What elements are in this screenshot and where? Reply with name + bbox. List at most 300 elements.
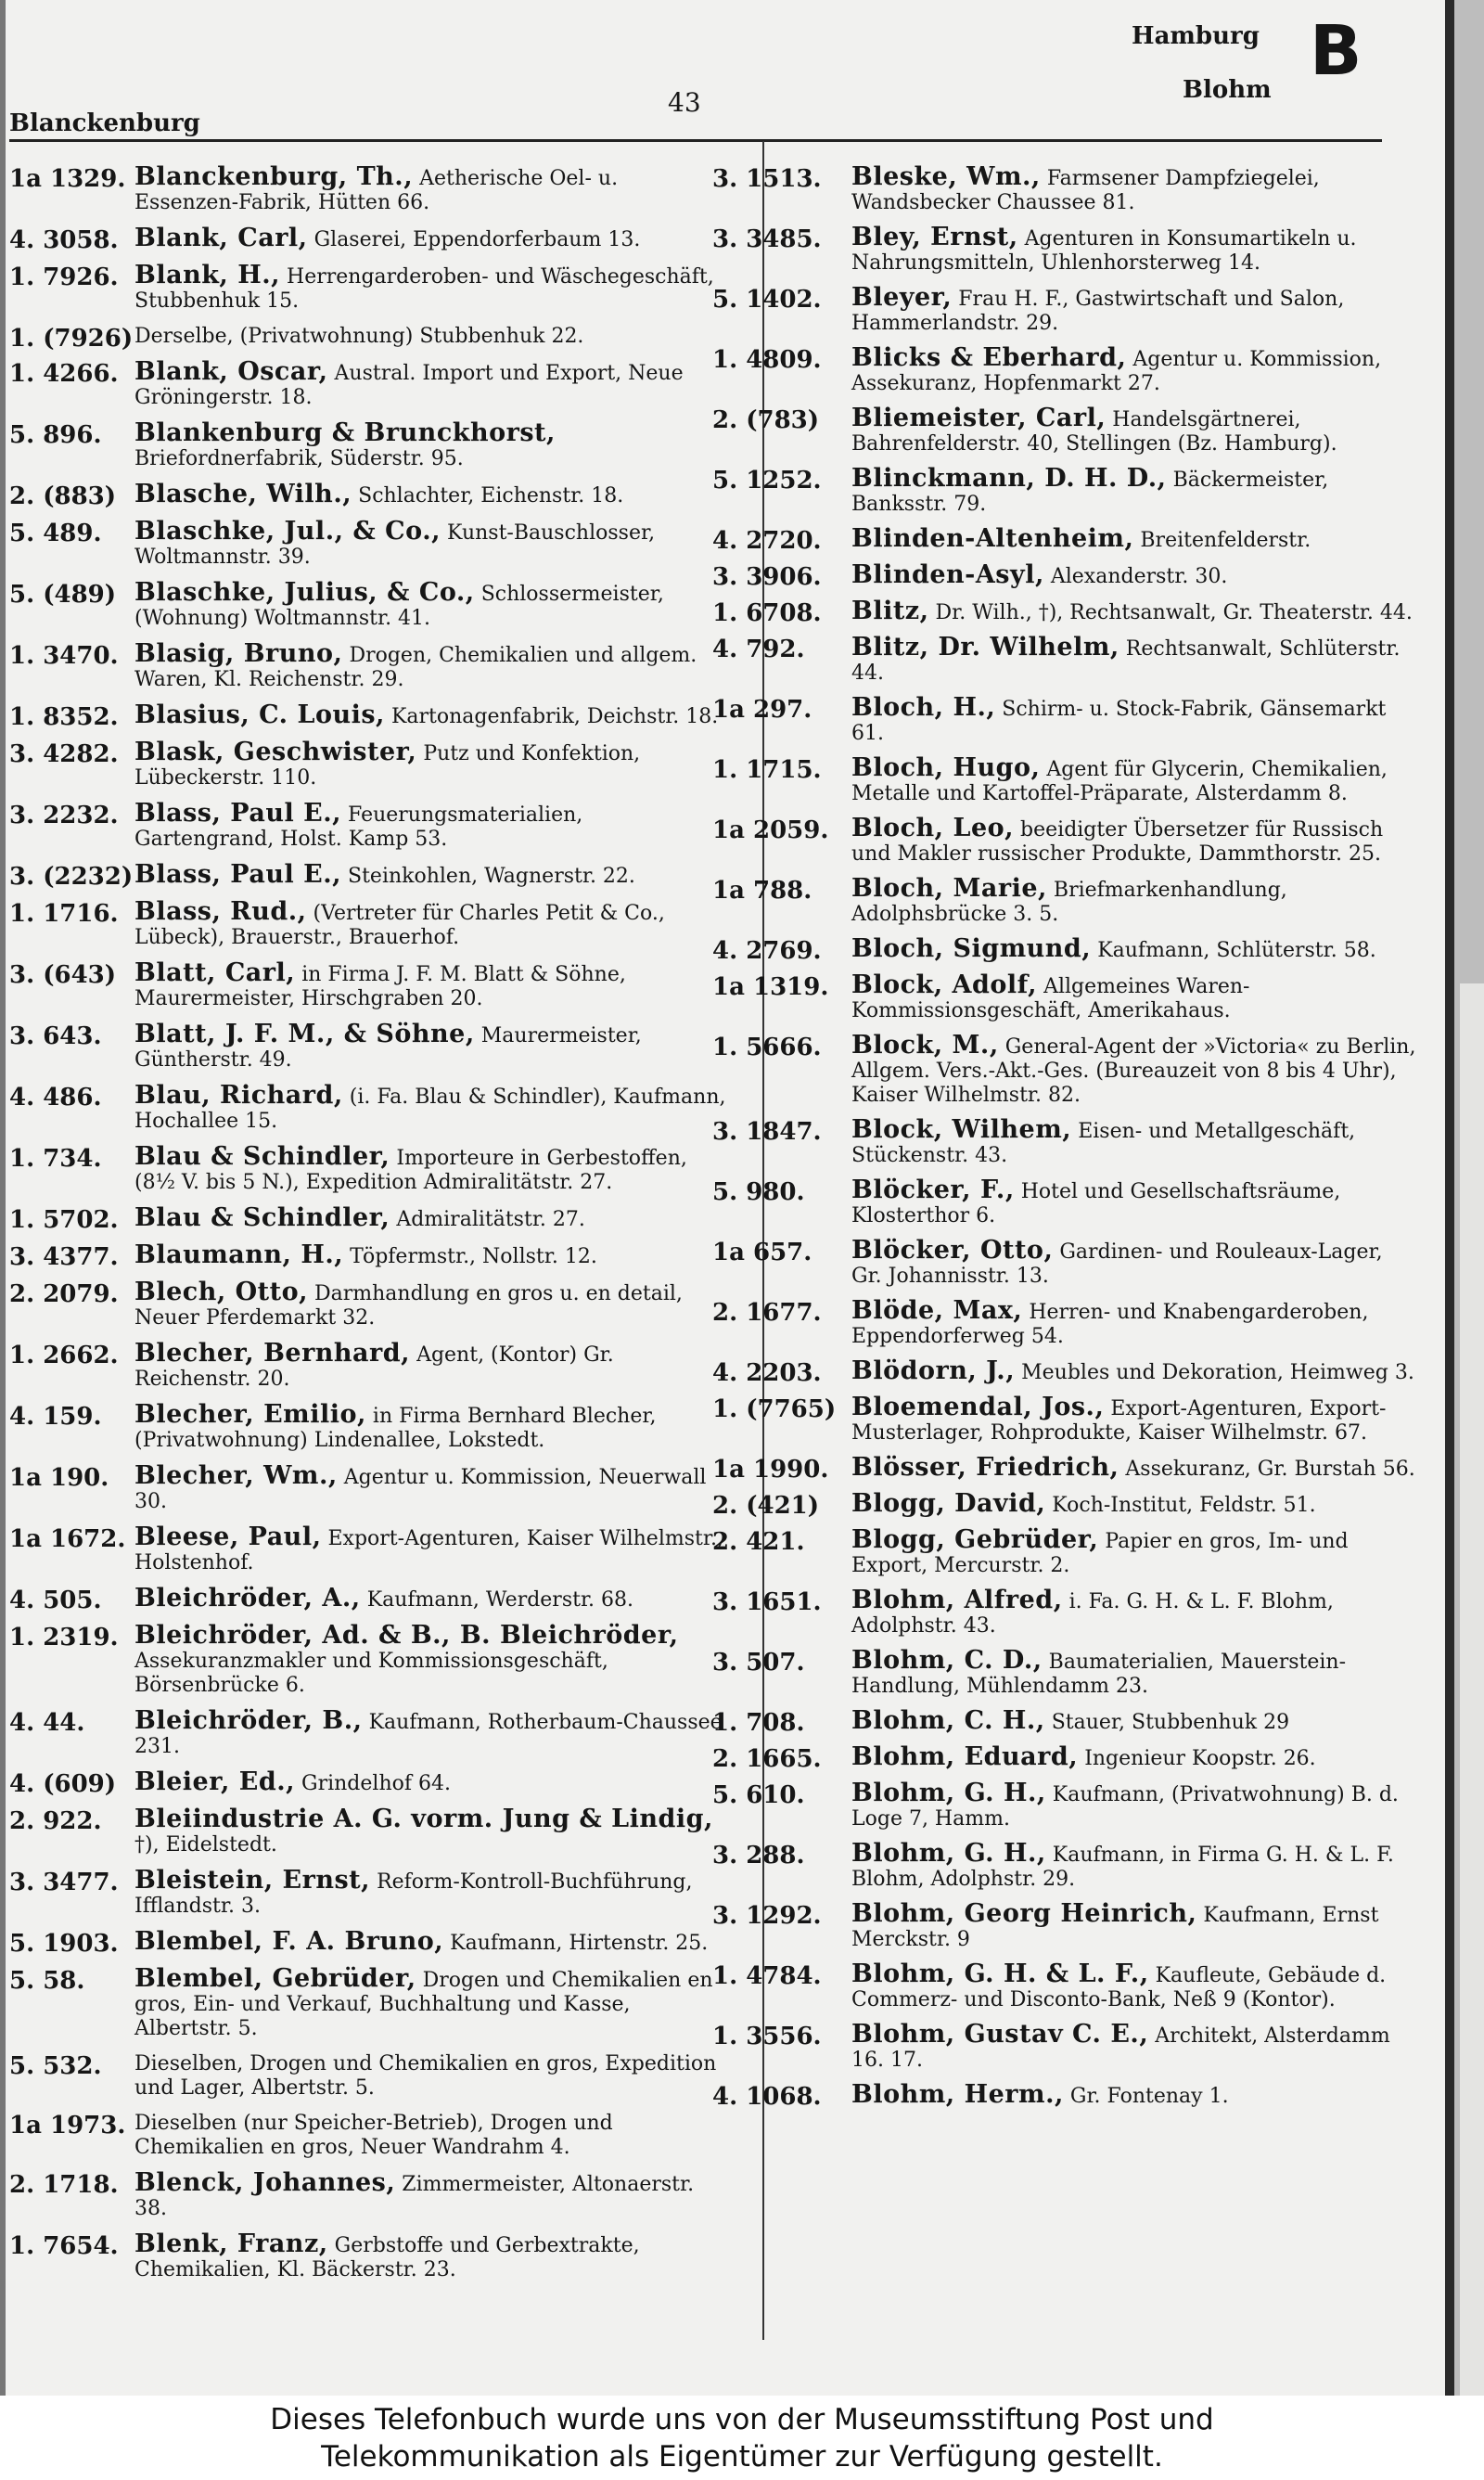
subscriber-details: in Firma J. F. M. Blatt & Söhne, Maurermeister, Hirschgraben 20. bbox=[134, 963, 626, 1010]
directory-entry bbox=[712, 1115, 1426, 1168]
subscriber-details: Kaufmann, Schlüterstr. 58. bbox=[1097, 939, 1376, 962]
subscriber-details: Alexanderstr. 30. bbox=[1050, 565, 1228, 588]
phone-number: 5. (489) bbox=[9, 581, 117, 609]
subscriber-details: Koch-Institut, Feldstr. 51. bbox=[1052, 1494, 1316, 1517]
phone-number: 5. 980. bbox=[712, 1178, 805, 1206]
subscriber-name: Blödorn, J., bbox=[851, 1356, 1016, 1385]
directory-entry bbox=[9, 325, 747, 353]
subscriber-name: Blohm, G. H., bbox=[851, 1839, 1046, 1868]
subscriber-name: Blogg, Gebrüder, bbox=[851, 1525, 1099, 1554]
phone-number: 1. 4266. bbox=[9, 360, 119, 388]
phone-number: 2. 922. bbox=[9, 1807, 102, 1835]
phone-number: 3. 1513. bbox=[712, 165, 822, 193]
phone-number: 5. 610. bbox=[712, 1781, 805, 1809]
running-head-left: Blanckenburg bbox=[9, 109, 200, 137]
subscriber-details: Dieselben (nur Speicher-Betrieb), Drogen und Chemikalien en gros, Neuer Wandrahm 4. bbox=[134, 2112, 613, 2159]
subscriber-name: Bloch, Marie, bbox=[851, 874, 1047, 903]
subscriber-details: Export-Agenturen, Kaiser Wilhelmstr., Holstenhof. bbox=[134, 1527, 723, 1574]
subscriber-name: Blöcker, Otto, bbox=[851, 1236, 1054, 1265]
phone-number: 5. 1402. bbox=[712, 286, 822, 314]
directory-entry bbox=[9, 1621, 747, 1698]
phone-number: 4. 44. bbox=[9, 1709, 85, 1737]
phone-number: 3. (643) bbox=[9, 961, 117, 989]
page-edge bbox=[0, 0, 6, 2396]
directory-entry bbox=[9, 2168, 747, 2221]
subscriber-name: Blanckenburg, Th., bbox=[134, 162, 414, 191]
subscriber-name: Blank, H., bbox=[134, 261, 281, 289]
subscriber-details: Schlachter, Eichenstr. 18. bbox=[358, 484, 624, 508]
subscriber-name: Bleichröder, B., bbox=[134, 1706, 363, 1735]
phone-number: 3. 643. bbox=[9, 1022, 102, 1050]
subscriber-details: Grindelhof 64. bbox=[301, 1772, 451, 1795]
directory-entry bbox=[9, 1240, 747, 1271]
directory-entry bbox=[9, 2112, 747, 2160]
directory-entry bbox=[712, 1031, 1426, 1108]
subscriber-name: Blaumann, H., bbox=[134, 1240, 344, 1269]
subscriber-details: Dieselben, Drogen und Chemikalien en gros, Expedition und Lager, Albertstr. 5. bbox=[134, 2052, 717, 2100]
subscriber-name: Blass, Paul E., bbox=[134, 799, 342, 828]
phone-number: 3. 3906. bbox=[712, 563, 822, 591]
subscriber-name: Bloch, H., bbox=[851, 693, 996, 722]
phone-number: 4. 486. bbox=[9, 1084, 102, 1112]
subscriber-name: Blohm, Herm., bbox=[851, 2080, 1064, 2109]
subscriber-name: Blatt, Carl, bbox=[134, 958, 296, 987]
directory-entry bbox=[9, 357, 747, 410]
subscriber-details: Handelsgärtnerei, Bahrenfelderstr. 40, Stellingen (Bz. Hamburg). bbox=[851, 408, 1337, 456]
subscriber-name: Blohm, Eduard, bbox=[851, 1742, 1079, 1771]
directory-entry bbox=[9, 226, 747, 252]
directory-entry bbox=[9, 578, 747, 631]
directory-entry bbox=[9, 1339, 747, 1392]
subscriber-details: Meubles und Dekoration, Heimweg 3. bbox=[1021, 1361, 1414, 1384]
phone-number: 3. 1847. bbox=[712, 1118, 822, 1146]
directory-entry bbox=[9, 2052, 747, 2101]
directory-entry bbox=[712, 816, 1426, 867]
directory-entry bbox=[9, 1203, 747, 1234]
subscriber-name: Blohm, C. D., bbox=[851, 1646, 1043, 1675]
section-letter: B bbox=[1310, 11, 1362, 91]
phone-number: 3. 4377. bbox=[9, 1243, 119, 1271]
phone-number: 1. 708. bbox=[712, 1709, 805, 1737]
subscriber-details: Agentur u. Kommission, Neuerwall 30. bbox=[134, 1466, 707, 1513]
phone-number: 2. 1718. bbox=[9, 2171, 119, 2199]
phone-number: 1. 4809. bbox=[712, 346, 822, 374]
subscriber-name: Block, Wilhem, bbox=[851, 1115, 1072, 1144]
directory-entry bbox=[712, 693, 1426, 746]
phone-number: 1. 8352. bbox=[9, 703, 119, 731]
phone-number: 3. 1651. bbox=[712, 1588, 822, 1616]
phone-number: 3. 288. bbox=[712, 1842, 805, 1870]
subscriber-details: Export-Agenturen, Export-Musterlager, Rohprodukte, Kaiser Wilhelmstr. 67. bbox=[851, 1397, 1387, 1445]
directory-entry bbox=[9, 482, 747, 508]
page-number: 43 bbox=[668, 87, 701, 118]
directory-entry bbox=[9, 1081, 747, 1134]
directory-entry bbox=[9, 639, 747, 692]
directory-entry bbox=[9, 1142, 747, 1195]
subscriber-details: Kaufmann, Rotherbaum-Chaussee 231. bbox=[134, 1711, 723, 1758]
directory-entry bbox=[712, 560, 1426, 591]
subscriber-details: General-Agent der »Victoria« zu Berlin, Allgem. Vers.-Akt.-Ges. (Bureauzeit von 8 bis 4 Uhr), Kaiser Wilhelmstr. 82. bbox=[851, 1035, 1416, 1107]
phone-number: 1a 657. bbox=[712, 1239, 812, 1266]
subscriber-details: beeidigter Übersetzer für Russisch und Makler russischer Produkte, Dammthorstr. 25. bbox=[851, 818, 1384, 866]
phone-number: 1a 788. bbox=[712, 877, 812, 905]
phone-number: 1a 297. bbox=[712, 696, 812, 724]
directory-entry bbox=[9, 1767, 747, 1798]
subscriber-details: Briefmarkenhandlung, Adolphsbrücke 3. 5. bbox=[851, 879, 1287, 926]
subscriber-name: Blasche, Wilh., bbox=[134, 480, 352, 508]
directory-entry bbox=[712, 1296, 1426, 1349]
subscriber-details: (Vertreter für Charles Petit & Co., Lübeck), Brauerstr., Brauerhof. bbox=[134, 902, 665, 949]
directory-entry bbox=[712, 2020, 1426, 2073]
directory-entry bbox=[9, 517, 747, 570]
phone-number: 2. 2079. bbox=[9, 1280, 119, 1308]
phone-number: 1. 7654. bbox=[9, 2232, 119, 2260]
phone-number: 1. (7765) bbox=[712, 1395, 837, 1423]
subscriber-name: Bloemendal, Jos., bbox=[851, 1393, 1105, 1421]
directory-entry bbox=[9, 1525, 747, 1575]
subscriber-details: Assekuranz, Gr. Burstah 56. bbox=[1125, 1458, 1415, 1481]
directory-entry bbox=[712, 1742, 1426, 1773]
directory-entry bbox=[712, 1899, 1426, 1952]
subscriber-name: Blinden-Altenheim, bbox=[851, 524, 1134, 553]
subscriber-name: Bleske, Wm., bbox=[851, 162, 1041, 191]
subscriber-details: Töpfermstr., Nollstr. 12. bbox=[350, 1245, 597, 1268]
directory-entry bbox=[9, 1807, 747, 1857]
directory-entry bbox=[712, 753, 1426, 806]
directory-entry bbox=[712, 283, 1426, 336]
phone-number: 2. 421. bbox=[712, 1528, 805, 1556]
subscriber-details: Dr. Wilh., †), Rechtsanwalt, Gr. Theaterstr. 44. bbox=[935, 601, 1413, 624]
subscriber-name: Blohm, G. H., bbox=[851, 1779, 1046, 1807]
directory-entry bbox=[9, 162, 747, 215]
phone-number: 1. 5702. bbox=[9, 1206, 119, 1234]
phone-number: 5. 896. bbox=[9, 421, 102, 449]
subscriber-details: Briefordnerfabrik, Süderstr. 95. bbox=[134, 447, 464, 470]
subscriber-details: Kunst-Bauschlosser, Woltmannstr. 39. bbox=[134, 521, 656, 569]
directory-entry bbox=[9, 1964, 747, 2041]
phone-number: 4. 2720. bbox=[712, 527, 822, 555]
directory-entry bbox=[9, 418, 747, 471]
subscriber-name: Bliemeister, Carl, bbox=[851, 404, 1107, 432]
directory-entry bbox=[9, 1022, 747, 1073]
subscriber-details: Steinkohlen, Wagnerstr. 22. bbox=[348, 865, 635, 888]
subscriber-name: Blohm, Alfred, bbox=[851, 1586, 1063, 1614]
phone-number: 2. (421) bbox=[712, 1492, 820, 1520]
subscriber-name: Bloch, Hugo, bbox=[851, 753, 1041, 782]
subscriber-details: Gerbstoffe und Gerbextrakte, Chemikalien, Kl. Bäckerstr. 23. bbox=[134, 2234, 640, 2281]
subscriber-details: Agent, (Kontor) Gr. Reichenstr. 20. bbox=[134, 1343, 614, 1391]
phone-number: 1. 1715. bbox=[712, 756, 822, 784]
subscriber-details: Austral. Import und Export, Neue Gröningerstr. 18. bbox=[134, 362, 684, 409]
subscriber-details: Gr. Fontenay 1. bbox=[1069, 2085, 1229, 2108]
phone-number: 1. 3556. bbox=[712, 2023, 822, 2050]
phone-number: 1. 5666. bbox=[712, 1034, 822, 1061]
subscriber-name: Blatt, J. F. M., & Söhne, bbox=[134, 1020, 475, 1048]
subscriber-details: Baumaterialien, Mauerstein-Handlung, Mühlendamm 23. bbox=[851, 1651, 1346, 1698]
subscriber-details: Maurermeister, Güntherstr. 49. bbox=[134, 1024, 642, 1072]
left-column bbox=[9, 162, 747, 2294]
directory-entry bbox=[9, 958, 747, 1011]
subscriber-name: Block, Adolf, bbox=[851, 970, 1038, 999]
directory-entry bbox=[712, 1489, 1426, 1520]
subscriber-name: Blenck, Johannes, bbox=[134, 2168, 396, 2197]
subscriber-details: Reform-Kontroll-Buchführung, Ifflandstr. 3. bbox=[134, 1870, 693, 1918]
subscriber-name: Bloch, Sigmund, bbox=[851, 934, 1092, 963]
subscriber-name: Blankenburg & Brunckhorst, bbox=[134, 418, 556, 447]
subscriber-name: Blasius, C. Louis, bbox=[134, 700, 385, 729]
subscriber-details: Putz und Konfektion, Lübeckerstr. 110. bbox=[134, 742, 641, 790]
subscriber-details: Agenturen in Konsumartikeln u. Nahrungsmitteln, Uhlenhorsterweg 14. bbox=[851, 227, 1357, 275]
subscriber-details: Farmsener Dampfziegelei, Wandsbecker Chaussee 81. bbox=[851, 167, 1320, 214]
directory-entry bbox=[9, 860, 747, 891]
phone-number: 5. 1252. bbox=[712, 467, 822, 495]
subscriber-name: Bleese, Paul, bbox=[134, 1523, 322, 1551]
subscriber-details: Zimmermeister, Altonaerstr. 38. bbox=[134, 2173, 695, 2220]
phone-number: 4. 505. bbox=[9, 1587, 102, 1614]
subscriber-details: Schirm- u. Stock-Fabrik, Gänsemarkt 61. bbox=[851, 698, 1387, 745]
subscriber-name: Blohm, Georg Heinrich, bbox=[851, 1899, 1197, 1928]
subscriber-details: Ingenieur Koopstr. 26. bbox=[1084, 1747, 1316, 1770]
phone-number: 1a 1319. bbox=[712, 973, 829, 1001]
phone-number: 3. 1292. bbox=[712, 1902, 822, 1930]
subscriber-details: Importeure in Gerbestoffen, (8½ V. bis 5 N.), Expedition Admiralitätstr. 27. bbox=[134, 1147, 687, 1194]
footer-line-1: Dieses Telefonbuch wurde uns von der Museumsstiftung Post und bbox=[270, 2403, 1214, 2436]
subscriber-name: Blecher, Emilio, bbox=[134, 1400, 366, 1429]
phone-number: 4. 3058. bbox=[9, 226, 119, 254]
directory-entry bbox=[712, 1453, 1426, 1484]
subscriber-details: Kaufleute, Gebäude d. Commerz- und Disconto-Bank, Neß 9 (Kontor). bbox=[851, 1964, 1387, 2011]
directory-entry bbox=[712, 343, 1426, 396]
subscriber-name: Bleyer, bbox=[851, 283, 953, 312]
subscriber-details: Kaufmann, Werderstr. 68. bbox=[366, 1588, 634, 1612]
footer-notice bbox=[0, 2396, 1484, 2480]
subscriber-details: Derselbe, (Privatwohnung) Stubbenhuk 22. bbox=[134, 325, 584, 348]
phone-number: 3. (2232) bbox=[9, 863, 134, 891]
subscriber-name: Bley, Ernst, bbox=[851, 223, 1018, 251]
phone-number: 1a 190. bbox=[9, 1464, 109, 1492]
phone-number: 5. 489. bbox=[9, 520, 102, 547]
phone-number: 1. 4784. bbox=[712, 1962, 822, 1990]
directory-entry bbox=[9, 1461, 747, 1514]
subscriber-name: Blau & Schindler, bbox=[134, 1142, 390, 1171]
subscriber-details: i. Fa. G. H. & L. F. Blohm, Adolphstr. 43. bbox=[851, 1590, 1334, 1638]
subscriber-details: Glaserei, Eppendorferbaum 13. bbox=[313, 228, 641, 251]
running-head-right: Blohm bbox=[1183, 76, 1272, 104]
subscriber-details: Rechtsanwalt, Schlüterstr. 44. bbox=[851, 637, 1401, 685]
phone-number: 1a 1973. bbox=[9, 2112, 126, 2139]
directory-entry bbox=[712, 2080, 1426, 2111]
phone-number: 1a 2059. bbox=[712, 816, 829, 844]
directory-entry bbox=[712, 464, 1426, 517]
phone-number: 4. 2203. bbox=[712, 1359, 822, 1387]
subscriber-name: Blecher, Wm., bbox=[134, 1461, 338, 1490]
directory-entry bbox=[9, 700, 747, 731]
phone-number: 1. 2662. bbox=[9, 1342, 119, 1369]
subscriber-details: Allgemeines Waren-Kommissionsgeschäft, Amerikahaus. bbox=[851, 975, 1250, 1022]
directory-entry bbox=[712, 1781, 1426, 1831]
subscriber-details: Kaufmann, (Privatwohnung) B. d. Loge 7, Hamm. bbox=[851, 1783, 1399, 1831]
subscriber-name: Blitz, Dr. Wilhelm, bbox=[851, 633, 1119, 662]
subscriber-name: Blau, Richard, bbox=[134, 1081, 343, 1110]
directory-entry bbox=[712, 1178, 1426, 1228]
subscriber-details: Admiralitätstr. 27. bbox=[396, 1208, 585, 1231]
directory-entry bbox=[712, 225, 1426, 276]
subscriber-details: Kartonagenfabrik, Deichstr. 18. bbox=[390, 705, 719, 728]
subscriber-name: Blitz, bbox=[851, 597, 929, 625]
subscriber-details: Gardinen- und Rouleaux-Lager, Gr. Johannisstr. 13. bbox=[851, 1240, 1383, 1288]
subscriber-details: Frau H. F., Gastwirtschaft und Salon, Hammerlandstr. 29. bbox=[851, 288, 1345, 335]
subscriber-details: Hotel und Gesellschaftsräume, Klosterthor 6. bbox=[851, 1180, 1341, 1227]
subscriber-details: Architekt, Alsterdamm 16. 17. bbox=[851, 2024, 1390, 2072]
directory-entry bbox=[712, 970, 1426, 1023]
phone-number: 1. 3470. bbox=[9, 642, 119, 670]
subscriber-name: Block, M., bbox=[851, 1031, 999, 1060]
subscriber-details: Herren- und Knabengarderoben, Eppendorferweg 54. bbox=[851, 1301, 1369, 1348]
subscriber-details: Feuerungsmaterialien, Gartengrand, Holst. Kamp 53. bbox=[134, 803, 583, 851]
directory-entry bbox=[9, 263, 747, 314]
subscriber-name: Blass, Rud., bbox=[134, 897, 307, 926]
subscriber-details: †), Eidelstedt. bbox=[134, 1833, 277, 1857]
directory-entry bbox=[712, 1525, 1426, 1578]
subscriber-name: Blohm, G. H. & L. F., bbox=[851, 1960, 1149, 1988]
directory-entry bbox=[712, 599, 1426, 625]
header-rule bbox=[9, 139, 1382, 142]
subscriber-name: Blecher, Bernhard, bbox=[134, 1339, 411, 1368]
subscriber-details: Agentur u. Kommission, Assekuranz, Hopfenmarkt 27. bbox=[851, 348, 1382, 395]
subscriber-name: Blösser, Friedrich, bbox=[851, 1453, 1119, 1482]
subscriber-name: Blinckmann, D. H. D., bbox=[851, 464, 1167, 493]
subscriber-details: Aetherische Oel- u. Essenzen-Fabrik, Hütten 66. bbox=[134, 167, 619, 214]
phone-number: 3. 4282. bbox=[9, 740, 119, 768]
subscriber-details: Bäckermeister, Banksstr. 79. bbox=[851, 469, 1329, 516]
subscriber-details: Agent für Glycerin, Chemikalien, Metalle und Kartoffel-Präparate, Alsterdamm 8. bbox=[851, 758, 1388, 805]
directory-entry bbox=[712, 1588, 1426, 1638]
directory-entry bbox=[9, 1706, 747, 1759]
directory-entry bbox=[712, 524, 1426, 555]
subscriber-details: Darmhandlung en gros u. en detail, Neuer Pferdemarkt 32. bbox=[134, 1282, 683, 1330]
phone-number: 1a 1329. bbox=[9, 165, 126, 193]
footer-line-2: Telekommunikation als Eigentümer zur Verfügung gestellt. bbox=[321, 2440, 1163, 2474]
subscriber-name: Bleier, Ed., bbox=[134, 1767, 296, 1796]
directory-entry bbox=[9, 2229, 747, 2282]
subscriber-details: Kaufmann, Hirtenstr. 25. bbox=[450, 1932, 709, 1955]
subscriber-name: Blass, Paul E., bbox=[134, 860, 342, 889]
subscriber-name: Blohm, C. H., bbox=[851, 1706, 1045, 1735]
subscriber-name: Blau & Schindler, bbox=[134, 1203, 390, 1232]
phone-number: 1. 1716. bbox=[9, 900, 119, 928]
subscriber-details: Schlossermeister, (Wohnung) Woltmannstr. 41. bbox=[134, 583, 664, 630]
subscriber-details: Stauer, Stubbenhuk 29 bbox=[1051, 1711, 1290, 1734]
running-head-city: Hamburg bbox=[1132, 22, 1260, 50]
subscriber-name: Blasig, Bruno, bbox=[134, 639, 343, 668]
phone-number: 3. 2232. bbox=[9, 802, 119, 829]
subscriber-details: Kaufmann, Ernst Merckstr. 9 bbox=[851, 1904, 1379, 1951]
subscriber-name: Blaschke, Jul., & Co., bbox=[134, 517, 441, 546]
subscriber-name: Blenk, Franz, bbox=[134, 2229, 328, 2258]
subscriber-name: Bleistein, Ernst, bbox=[134, 1866, 371, 1895]
phone-number: 1a 1672. bbox=[9, 1525, 126, 1553]
phone-number: 3. 3485. bbox=[712, 225, 822, 253]
phone-number: 4. 2769. bbox=[712, 937, 822, 965]
phone-number: 4. (609) bbox=[9, 1770, 117, 1798]
subscriber-details: (i. Fa. Blau & Schindler), Kaufmann, Hochallee 15. bbox=[134, 1086, 726, 1133]
directory-entry bbox=[9, 740, 747, 790]
subscriber-name: Blank, Oscar, bbox=[134, 357, 328, 386]
phone-number: 4. 1068. bbox=[712, 2083, 822, 2111]
subscriber-name: Blinden-Asyl, bbox=[851, 560, 1044, 589]
subscriber-name: Blöcker, F., bbox=[851, 1176, 1015, 1204]
subscriber-details: Assekuranzmakler und Kommissionsgeschäft, Börsenbrücke 6. bbox=[134, 1650, 608, 1697]
phone-number: 2. (883) bbox=[9, 482, 117, 510]
subscriber-details: Drogen, Chemikalien und allgem. Waren, Kl. Reichenstr. 29. bbox=[134, 644, 697, 691]
phone-number: 4. 159. bbox=[9, 1403, 102, 1431]
subscriber-name: Blembel, F. A. Bruno, bbox=[134, 1927, 444, 1956]
subscriber-name: Blembel, Gebrüder, bbox=[134, 1964, 416, 1993]
subscriber-name: Blogg, David, bbox=[851, 1489, 1046, 1518]
phone-number: 1a 1990. bbox=[712, 1456, 829, 1484]
directory-entry bbox=[9, 1584, 747, 1614]
subscriber-name: Blask, Geschwister, bbox=[134, 738, 417, 766]
directory-entry bbox=[712, 633, 1426, 686]
directory-entry bbox=[712, 1395, 1426, 1446]
phone-number: 3. 507. bbox=[712, 1649, 805, 1677]
directory-entry bbox=[712, 1236, 1426, 1289]
subscriber-details: Herrengarderoben- und Wäschegeschäft, Stubbenhuk 15. bbox=[134, 265, 714, 313]
subscriber-name: Bleichröder, Ad. & B., B. Bleichröder, bbox=[134, 1621, 679, 1650]
subscriber-name: Bloch, Leo, bbox=[851, 814, 1015, 842]
phone-number: 3. 3477. bbox=[9, 1869, 119, 1896]
phone-number: 5. 532. bbox=[9, 2052, 102, 2080]
directory-entry bbox=[712, 1839, 1426, 1892]
directory-entry bbox=[712, 874, 1426, 927]
phone-number: 2. 1665. bbox=[712, 1745, 822, 1773]
directory-entry bbox=[9, 897, 747, 950]
phone-number: 1. 2319. bbox=[9, 1624, 119, 1651]
phone-number: 1. 734. bbox=[9, 1145, 102, 1173]
phone-number: 2. 1677. bbox=[712, 1299, 822, 1327]
directory-entry bbox=[712, 1962, 1426, 2012]
directory-entry bbox=[9, 1866, 747, 1919]
directory-entry bbox=[9, 799, 747, 852]
phone-number: 5. 58. bbox=[9, 1967, 85, 1995]
subscriber-details: Breitenfelderstr. bbox=[1140, 529, 1311, 552]
subscriber-details: Eisen- und Metallgeschäft, Stückenstr. 43. bbox=[851, 1120, 1356, 1167]
subscriber-name: Blicks & Eberhard, bbox=[851, 343, 1127, 372]
subscriber-name: Bleichröder, A., bbox=[134, 1584, 361, 1613]
phone-number: 5. 1903. bbox=[9, 1930, 119, 1958]
subscriber-details: Papier en gros, Im- und Export, Mercurstr. 2. bbox=[851, 1530, 1349, 1577]
directory-entry bbox=[9, 1280, 747, 1330]
phone-number: 2. (783) bbox=[712, 406, 820, 434]
directory-entry bbox=[712, 162, 1426, 215]
directory-entry bbox=[9, 1927, 747, 1958]
scan-margin bbox=[1454, 0, 1484, 2396]
directory-entry bbox=[712, 1706, 1426, 1737]
subscriber-details: in Firma Bernhard Blecher, (Privatwohnung) Lindenallee, Lokstedt. bbox=[134, 1405, 657, 1452]
phone-number: 1. 6708. bbox=[712, 599, 822, 627]
subscriber-name: Blöde, Max, bbox=[851, 1296, 1023, 1325]
directory-entry bbox=[712, 1356, 1426, 1387]
subscriber-name: Bleiindustrie A. G. vorm. Jung & Lindig, bbox=[134, 1805, 713, 1833]
subscriber-details: Drogen und Chemikalien en gros, Ein- und Verkauf, Buchhaltung und Kasse, Albertstr. 5. bbox=[134, 1969, 713, 2040]
directory-entry bbox=[9, 1400, 747, 1453]
phone-number: 1. (7926) bbox=[9, 325, 134, 353]
subscriber-name: Blank, Carl, bbox=[134, 224, 308, 252]
phone-number: 4. 792. bbox=[712, 636, 805, 663]
subscriber-name: Blech, Otto, bbox=[134, 1278, 308, 1306]
directory-entry bbox=[712, 406, 1426, 456]
subscriber-details: Kaufmann, in Firma G. H. & L. F. Blohm, Adolphstr. 29. bbox=[851, 1844, 1394, 1891]
